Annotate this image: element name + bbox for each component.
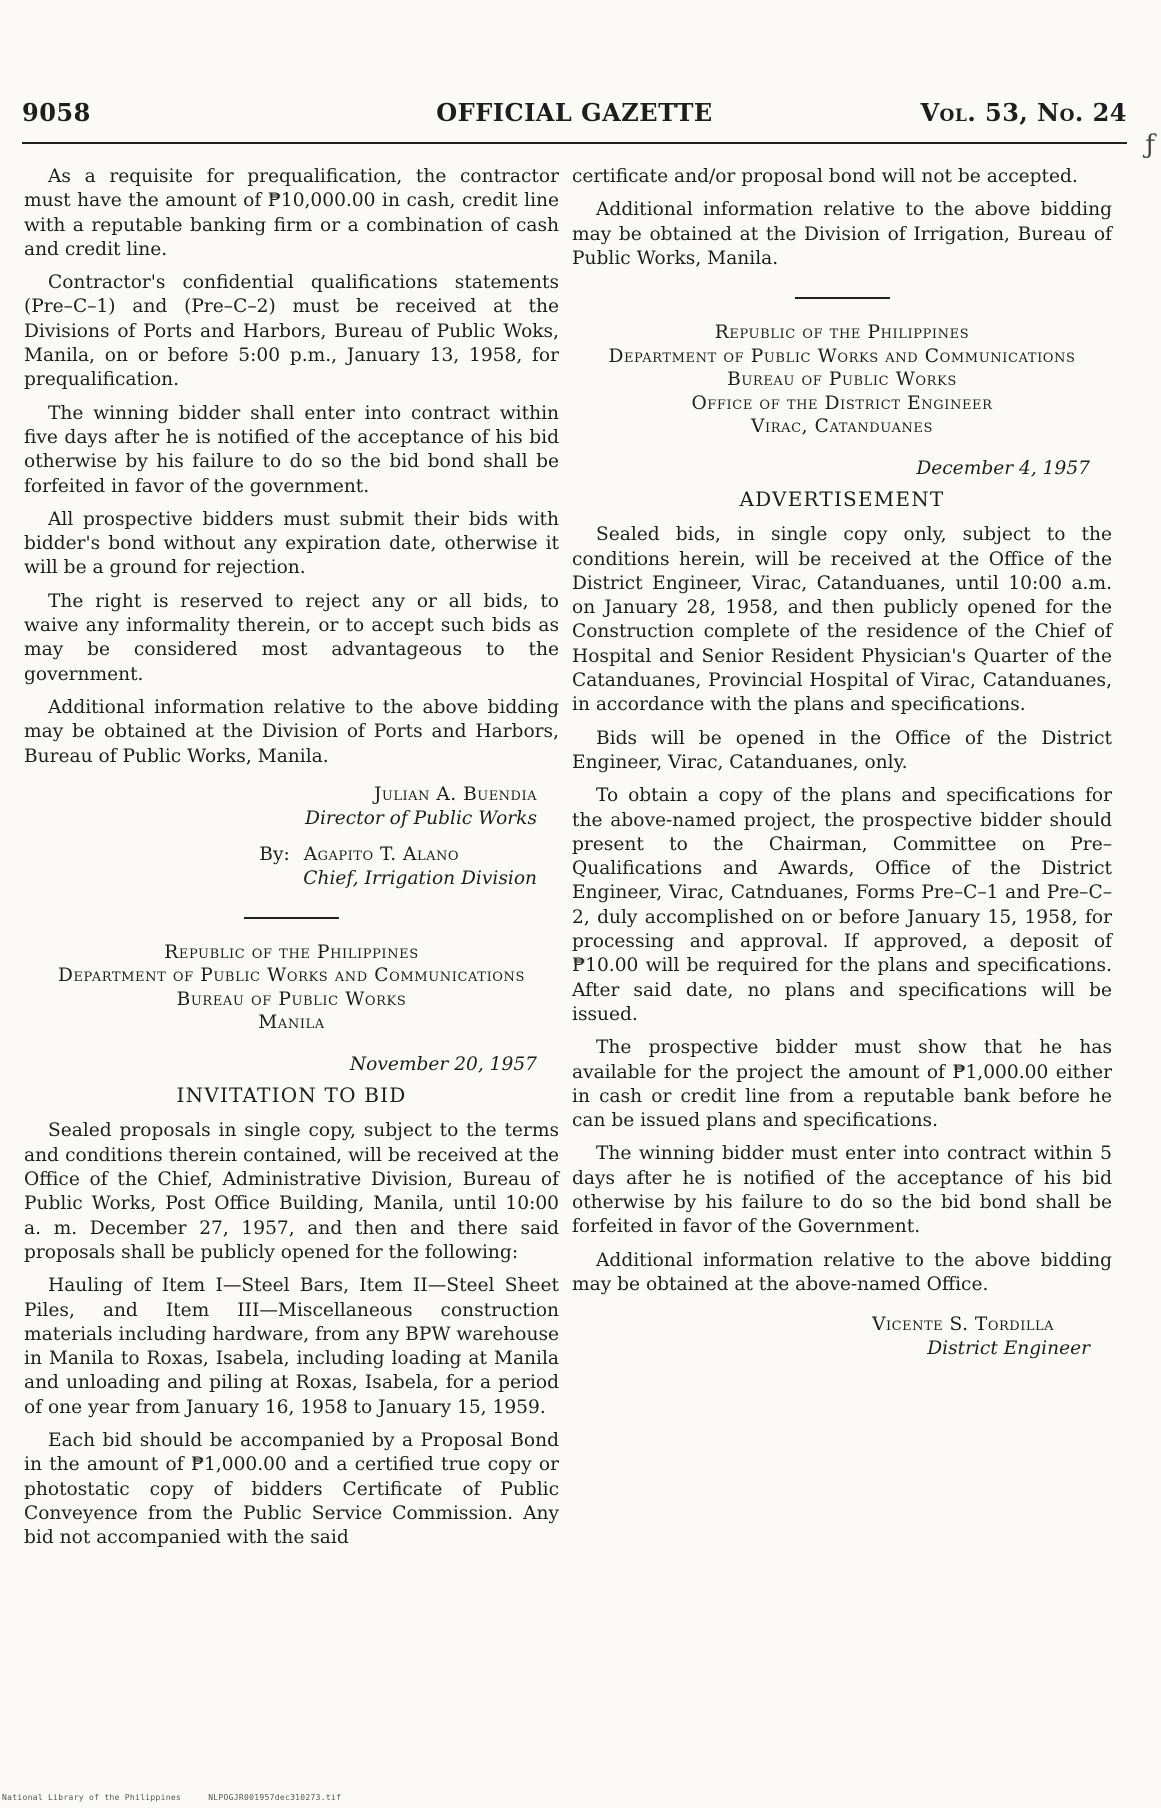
paragraph: Contractor's confidential qualifications statements (Pre–C–1) and (Pre–C–2) must be received at the Divisions of Ports and Harbors, Bureau of Public Woks, Manila, on or before 5:00 p.m., January 13, 1958, for prequalification.: [24, 272, 559, 391]
notice-heading: INVITATION TO BID: [176, 1083, 407, 1108]
library-credit: National Library of the Philippines: [2, 1793, 182, 1802]
paragraph: Additional information relative to the above bidding may be obtained at the Division of Ports and Harbors, Bureau of Public Works, Manila.: [24, 696, 559, 767]
dept-line: Republic of the Philippines: [714, 322, 970, 344]
paragraph: Bids will be opened in the Office of the District Engineer, Virac, Catanduanes, only.: [572, 727, 1112, 773]
department-heading: [572, 321, 1112, 439]
by-signature-block: [24, 843, 559, 891]
paragraph: The prospective bidder must show that he has available for the project the amount of ₱1,000.00 either in cash or credit line from a reputable bank before he can be issued plans and specifications.: [572, 1037, 1112, 1132]
signatory-name: Julian A. Buendia: [373, 783, 537, 805]
right-column: [572, 165, 1112, 1361]
scan-footer: [2, 1793, 363, 1802]
paragraph: All prospective bidders must submit their bids with bidder's bond without any expiration date, otherwise it will be a ground for rejection.: [24, 508, 559, 579]
paragraph: Sealed bids, in single copy only, subject to the conditions herein, will be received at the Office of the District Engineer, Virac, Catanduanes, until 10:00 a.m. on January 28, 1958, and then publicly opened for the Construction complete of the residence of the Chief of Hospital and Senior Resident Physician's Quarter of the Catanduanes, Provincial Hospital of Virac, Catanduanes, in accordance with the plans and specifications.: [572, 524, 1112, 716]
dept-line: Department of Public Works and Communications: [57, 965, 526, 987]
signatory-name: Vicente S. Tordilla: [872, 1314, 1054, 1336]
section-divider: [244, 917, 339, 919]
left-column: [24, 165, 559, 1559]
dept-line: Bureau of Public Works: [727, 369, 957, 391]
publication-title: OFFICIAL GAZETTE: [436, 98, 713, 127]
signature-block: [572, 1313, 1112, 1361]
signatory-title: Director of Public Works: [305, 807, 537, 829]
notice-date: December 4, 1957: [916, 457, 1090, 479]
paragraph: As a requisite for prequalification, the contractor must have the amount of ₱10,000.00 in cash, credit line with a reputable banking firm or a combination of cash and credit line.: [24, 166, 559, 260]
paragraph: Hauling of Item I—Steel Bars, Item II—Steel Sheet Piles, and Item III—Miscellaneous construction materials including hardware, from any BPW warehouse in Manila to Roxas, Isabela, including loading at Manila and unloading and piling at Roxas, Isabela, for a period of one year from January 16, 1958 to January 15, 1959.: [24, 1275, 559, 1418]
department-heading: [24, 941, 559, 1035]
signatory-title: Chief, Irrigation Division: [303, 867, 537, 889]
paragraph: Additional information relative to the above bidding may be obtained at the above-named Office.: [572, 1249, 1112, 1295]
paragraph: The right is reserved to reject any or all bids, to waive any informality therein, or to accept such bids as may be considered most advantageous to the government.: [24, 590, 559, 685]
page-header: [22, 98, 1127, 138]
dept-line: Virac, Catanduanes: [750, 416, 934, 438]
paragraph: The winning bidder must enter into contract within 5 days after he is notified of the acceptance of his bid otherwise by his failure to do so the bid bond shall be forfeited in favor of the Government.: [572, 1143, 1112, 1238]
by-label: By:: [259, 843, 290, 865]
notice-heading: ADVERTISEMENT: [739, 486, 945, 511]
margin-mark: ƒ: [1145, 130, 1155, 160]
dept-line: Republic of the Philippines: [164, 941, 419, 963]
paragraph: Additional information relative to the above bidding may be obtained at the Division of Irrigation, Bureau of Public Works, Manila.: [572, 199, 1112, 269]
signatory-name: Agapito T. Alano: [303, 843, 460, 865]
paragraph: Sealed proposals in single copy, subject to the terms and conditions therein contained, will be received at the Office of the Chief, Administrative Division, Bureau of Public Works, Post Office Building, Manila, until 10:00 a. m. December 27, 1957, and then and there said proposals shall be publicly opened for the following:: [24, 1120, 559, 1263]
notice-date: November 20, 1957: [349, 1053, 537, 1075]
paragraph: To obtain a copy of the plans and specifications for the above-named project, the prospective bidder should present to the Chairman, Committee on Pre–Qualifications and Awards, Office of the District Engineer, Virac, Catnduanes, Forms Pre–C–1 and Pre–C–2, duly accomplished on or before January 15, 1958, for processing and approval. If approved, a deposit of ₱10.00 will be required for the plans and specifications. After said date, no plans and specifications will be issued.: [572, 785, 1112, 1025]
volume-number: Vol. 53, No. 24: [920, 98, 1127, 127]
paragraph: The winning bidder shall enter into contract within five days after he is notified of the acceptance of his bid otherwise by his failure to do so the bid bond shall be forfeited in favor of the government.: [24, 402, 559, 497]
dept-line: Office of the District Engineer: [691, 392, 993, 414]
header-rule: [22, 142, 1127, 144]
paragraph: Each bid should be accompanied by a Proposal Bond in the amount of ₱1,000.00 and a certified true copy or photostatic copy of bidders Certificate of Public Conveyence from the Public Service Commission. Any bid not accompanied with the said: [24, 1429, 559, 1549]
paragraph-continuation: certificate and/or proposal bond will not be accepted.: [572, 166, 1078, 187]
dept-line: Bureau of Public Works: [176, 988, 407, 1010]
section-divider: [795, 297, 890, 299]
file-name: NLPOGJR001957dec310273.tif: [208, 1793, 342, 1802]
page-number: 9058: [22, 98, 91, 127]
dept-line: Department of Public Works and Communications: [608, 345, 1076, 367]
signature-block: [24, 783, 559, 831]
dept-line: Manila: [258, 1012, 325, 1034]
signatory-title: District Engineer: [927, 1338, 1090, 1360]
